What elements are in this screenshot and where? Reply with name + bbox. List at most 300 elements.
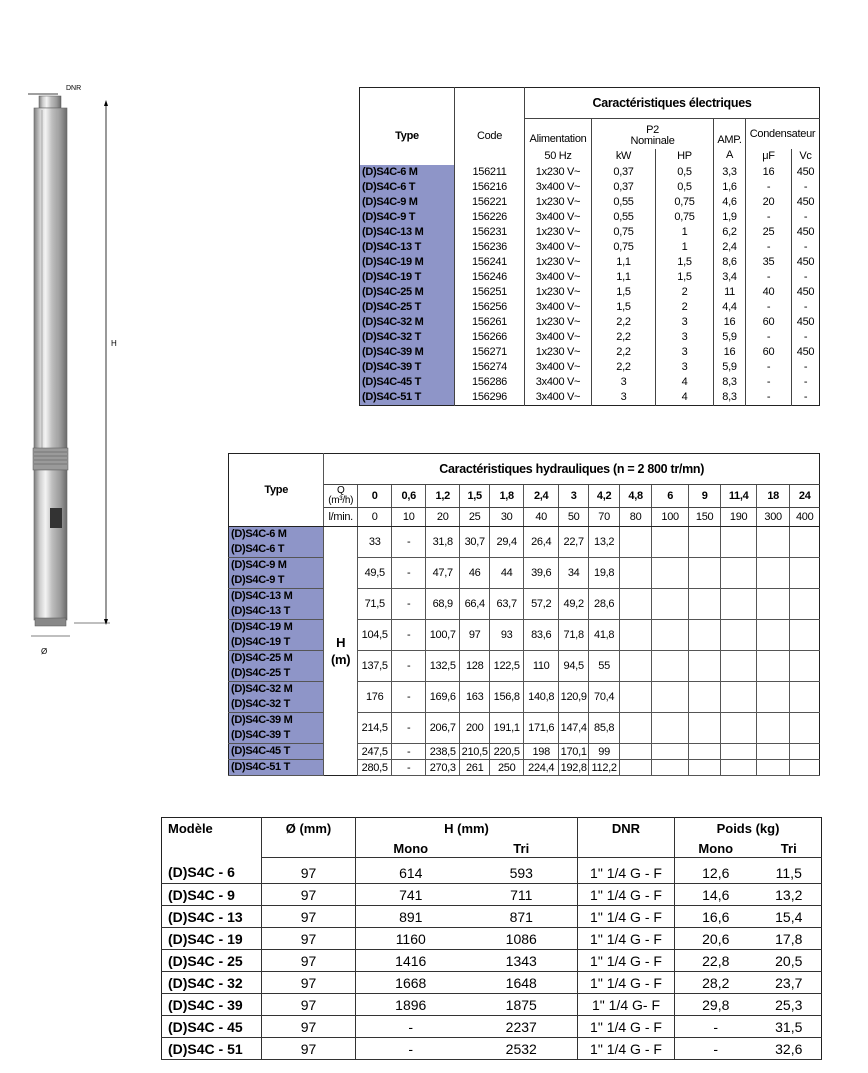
model-row <box>162 972 822 994</box>
hydro-value: 112,2 <box>589 760 619 776</box>
elec-kw: 2,2 <box>592 315 656 330</box>
elec-row <box>360 210 820 225</box>
hydro-value: 49,5 <box>357 558 392 589</box>
model-poids-tri: 13,2 <box>757 884 822 906</box>
model-diam: 97 <box>262 994 356 1016</box>
elec-row <box>360 300 820 315</box>
model-poids-tri: 15,4 <box>757 906 822 928</box>
hydro-value: 85,8 <box>589 713 619 744</box>
model-h-mono: 1416 <box>356 950 466 972</box>
hydro-value: 104,5 <box>357 620 392 651</box>
elec-vc-header: Vc <box>799 149 812 162</box>
elec-uf: 16 <box>746 165 792 180</box>
elec-vc: 450 <box>796 286 815 298</box>
model-row <box>162 994 822 1016</box>
elec-row <box>360 240 820 255</box>
elec-uf: - <box>746 330 792 345</box>
elec-alim: 3x400 V~ <box>525 330 592 345</box>
hydro-row <box>229 682 820 698</box>
elec-type: (D)S4C-39 T <box>360 360 455 375</box>
elec-type: (D)S4C-6 T <box>360 180 455 195</box>
hydro-value: 26,4 <box>524 527 559 558</box>
hydro-value <box>756 527 790 558</box>
elec-kw: 0,75 <box>592 240 656 255</box>
elec-hp: 2 <box>656 285 714 300</box>
hydro-q-value: 4,2 <box>589 485 619 508</box>
elec-p2-header: P2 Nominale <box>592 119 714 149</box>
model-poids-mono: - <box>675 1038 757 1060</box>
elec-hp: 3 <box>656 315 714 330</box>
elec-hp: 4 <box>656 375 714 390</box>
model-name: (D)S4C - 25 <box>162 950 262 972</box>
elec-hp: 0,5 <box>656 165 714 180</box>
hydro-value <box>721 558 757 589</box>
model-row <box>162 928 822 950</box>
hydro-value <box>688 682 720 713</box>
model-h-tri: 871 <box>466 906 578 928</box>
hydro-l-value: 150 <box>688 508 720 527</box>
elec-amp: 6,2 <box>714 225 746 240</box>
hydro-value: 66,4 <box>460 589 489 620</box>
hydro-q-label: Q (m³/h) <box>324 485 358 508</box>
hydro-value <box>652 760 689 776</box>
elec-hp: 4 <box>656 390 714 406</box>
hydro-value: 250 <box>489 760 524 776</box>
elec-alim: 3x400 V~ <box>525 180 592 195</box>
model-header-poids: Poids (kg) <box>716 821 780 836</box>
elec-amp: 3,4 <box>714 270 746 285</box>
model-h-mono: 891 <box>356 906 466 928</box>
hydro-l-label: l/min. <box>324 508 358 527</box>
hydro-row <box>229 558 820 574</box>
elec-row <box>360 390 820 406</box>
elec-type: (D)S4C-32 T <box>360 330 455 345</box>
hydro-q-value: 1,2 <box>425 485 460 508</box>
elec-kw: 2,2 <box>592 330 656 345</box>
hydro-value: 122,5 <box>489 651 524 682</box>
elec-kw: 3 <box>592 390 656 406</box>
model-poids-mono: 14,6 <box>675 884 757 906</box>
elec-alim: 1x230 V~ <box>525 225 592 240</box>
model-dnr: 1" 1/4 G - F <box>578 906 675 928</box>
hydro-value <box>790 682 820 713</box>
hydro-row <box>229 589 820 605</box>
elec-cond-header: Condensateur <box>749 128 816 140</box>
hydro-value <box>721 713 757 744</box>
elec-amp: 1,6 <box>714 180 746 195</box>
hydro-value: 270,3 <box>425 760 460 776</box>
elec-row <box>360 285 820 300</box>
model-h-mono: - <box>356 1038 466 1060</box>
elec-code: 156246 <box>455 270 525 285</box>
model-h-tri: 711 <box>466 884 578 906</box>
model-h-tri: 1343 <box>466 950 578 972</box>
hydro-type: (D)S4C-9 M <box>229 558 324 574</box>
hydro-value <box>619 527 651 558</box>
model-h-mono: 1160 <box>356 928 466 950</box>
hydro-q-value: 2,4 <box>524 485 559 508</box>
hydro-type: (D)S4C-13 T <box>229 604 324 620</box>
hydro-value: - <box>392 760 426 776</box>
hydro-value <box>721 760 757 776</box>
hydro-l-value: 400 <box>790 508 820 527</box>
elec-uf: - <box>746 375 792 390</box>
hydro-value <box>756 682 790 713</box>
model-h-mono: - <box>356 1016 466 1038</box>
elec-vc: 450 <box>796 316 815 328</box>
elec-amp: 5,9 <box>714 360 746 375</box>
elec-uf: - <box>746 240 792 255</box>
elec-vc: 450 <box>796 196 815 208</box>
h-arrow-bottom-icon <box>104 619 108 625</box>
elec-amp: 3,3 <box>714 165 746 180</box>
elec-kw-header: kW <box>592 149 656 165</box>
elec-code-header: Code <box>455 88 525 166</box>
elec-uf: 35 <box>746 255 792 270</box>
model-diam: 97 <box>262 1016 356 1038</box>
hydro-value <box>652 713 689 744</box>
elec-type: (D)S4C-25 M <box>360 285 455 300</box>
elec-alim: 1x230 V~ <box>525 165 592 180</box>
model-h-tri: 593 <box>466 858 578 884</box>
hydro-q-value: 9 <box>688 485 720 508</box>
hydro-value: 97 <box>460 620 489 651</box>
model-h-tri: 1648 <box>466 972 578 994</box>
hydro-value: 100,7 <box>425 620 460 651</box>
elec-type: (D)S4C-19 T <box>360 270 455 285</box>
elec-kw: 1,5 <box>592 285 656 300</box>
hydro-value: - <box>392 744 426 760</box>
model-row <box>162 858 822 884</box>
elec-amp: 8,3 <box>714 390 746 406</box>
hydro-q-value: 0,6 <box>392 485 426 508</box>
model-row <box>162 950 822 972</box>
hydro-type: (D)S4C-45 T <box>229 744 324 760</box>
model-dnr: 1" 1/4 G - F <box>578 972 675 994</box>
hydro-l-value: 0 <box>357 508 392 527</box>
model-dnr: 1" 1/4 G - F <box>578 884 675 906</box>
elec-row <box>360 330 820 345</box>
h-label: H <box>111 339 117 348</box>
model-header-dnr: DNR <box>578 818 675 858</box>
elec-row <box>360 270 820 285</box>
hydro-l-value: 30 <box>489 508 524 527</box>
elec-type: (D)S4C-32 M <box>360 315 455 330</box>
hydro-value <box>721 527 757 558</box>
hydro-value: 57,2 <box>524 589 559 620</box>
model-diam: 97 <box>262 972 356 994</box>
hydro-type: (D)S4C-6 T <box>229 542 324 558</box>
hydro-value: 28,6 <box>589 589 619 620</box>
hydro-type: (D)S4C-39 T <box>229 728 324 744</box>
model-name: (D)S4C - 39 <box>162 994 262 1016</box>
elec-code: 156251 <box>455 285 525 300</box>
hydro-l-value: 80 <box>619 508 651 527</box>
hydro-value <box>721 589 757 620</box>
elec-uf: 60 <box>746 315 792 330</box>
elec-alim: 3x400 V~ <box>525 300 592 315</box>
hydro-q-value: 11,4 <box>721 485 757 508</box>
elec-amp-header: AMP. A <box>714 119 746 166</box>
elec-type: (D)S4C-45 T <box>360 375 455 390</box>
hydro-value <box>790 651 820 682</box>
hydro-value <box>652 558 689 589</box>
hydro-value <box>756 760 790 776</box>
model-name: (D)S4C - 19 <box>162 928 262 950</box>
hydro-value: 47,7 <box>425 558 460 589</box>
elec-amp: 4,4 <box>714 300 746 315</box>
model-poids-mono: - <box>675 1016 757 1038</box>
elec-kw: 1,1 <box>592 255 656 270</box>
elec-vc: - <box>803 361 808 373</box>
model-dnr: 1" 1/4 G- F <box>578 994 675 1016</box>
hydro-value <box>756 589 790 620</box>
hydro-value: 120,9 <box>558 682 588 713</box>
model-header-diam: Ø (mm) <box>262 818 356 858</box>
hydro-type: (D)S4C-25 T <box>229 666 324 682</box>
pump-motor <box>34 470 67 620</box>
hydro-value: 30,7 <box>460 527 489 558</box>
model-h-mono: 1668 <box>356 972 466 994</box>
model-name: (D)S4C - 9 <box>162 884 262 906</box>
elec-row <box>360 345 820 360</box>
elec-code: 156261 <box>455 315 525 330</box>
hydro-value: 206,7 <box>425 713 460 744</box>
hydro-value <box>619 713 651 744</box>
hydro-value <box>688 760 720 776</box>
pump-intake <box>33 448 68 470</box>
elec-alim-header: Alimentation 50 Hz <box>525 119 592 166</box>
hydro-value: 192,8 <box>558 760 588 776</box>
hydro-value: 200 <box>460 713 489 744</box>
hydro-value: 137,5 <box>357 651 392 682</box>
elec-hp: 2 <box>656 300 714 315</box>
model-h-mono: 1896 <box>356 994 466 1016</box>
model-h-tri: 2237 <box>466 1016 578 1038</box>
elec-title: Caractéristiques électriques <box>525 88 820 119</box>
hydro-value: 22,7 <box>558 527 588 558</box>
model-poids-tri: 25,3 <box>757 994 822 1016</box>
hydro-l-value: 25 <box>460 508 489 527</box>
elec-hp: 1,5 <box>656 270 714 285</box>
hydro-title: Caractéristiques hydrauliques (n = 2 800 tr/mn) <box>324 454 820 485</box>
dnr-label: DNR <box>66 85 82 92</box>
elec-hp: 0,75 <box>656 210 714 225</box>
hydro-value <box>652 527 689 558</box>
model-header-h: H (mm) <box>356 818 578 840</box>
hydro-value: 13,2 <box>589 527 619 558</box>
model-header-poids-mono: Mono <box>675 839 757 858</box>
elec-alim: 3x400 V~ <box>525 210 592 225</box>
hydro-value <box>756 713 790 744</box>
hydro-value: 55 <box>589 651 619 682</box>
hydro-value: 247,5 <box>357 744 392 760</box>
hydro-type: (D)S4C-9 T <box>229 573 324 589</box>
hydro-l-value: 40 <box>524 508 559 527</box>
model-dnr: 1" 1/4 G - F <box>578 1038 675 1060</box>
hydro-row <box>229 760 820 776</box>
hydro-value <box>790 558 820 589</box>
hydro-type: (D)S4C-6 M <box>229 527 324 543</box>
hydro-value <box>721 620 757 651</box>
elec-vc: 450 <box>796 226 815 238</box>
elec-vc: - <box>803 181 808 193</box>
elec-vc: - <box>803 301 808 313</box>
model-name: (D)S4C - 51 <box>162 1038 262 1060</box>
hydro-value: 44 <box>489 558 524 589</box>
elec-code: 156266 <box>455 330 525 345</box>
elec-vc: - <box>803 391 808 403</box>
model-diam: 97 <box>262 884 356 906</box>
hydro-value: 163 <box>460 682 489 713</box>
model-poids-mono: 29,8 <box>675 994 757 1016</box>
hydro-value <box>688 558 720 589</box>
elec-hp: 0,5 <box>656 180 714 195</box>
elec-alim: 3x400 V~ <box>525 270 592 285</box>
model-poids-tri: 31,5 <box>757 1016 822 1038</box>
elec-alim: 3x400 V~ <box>525 360 592 375</box>
model-name: (D)S4C - 45 <box>162 1016 262 1038</box>
hydro-value: 41,8 <box>589 620 619 651</box>
elec-type: (D)S4C-39 M <box>360 345 455 360</box>
model-poids-tri: 20,5 <box>757 950 822 972</box>
hydro-q-value: 0 <box>357 485 392 508</box>
model-dnr: 1" 1/4 G - F <box>578 928 675 950</box>
hydro-value <box>619 760 651 776</box>
hydro-value: 110 <box>524 651 559 682</box>
hydro-l-value: 10 <box>392 508 426 527</box>
model-row <box>162 884 822 906</box>
hydro-row <box>229 744 820 760</box>
hydro-value: 46 <box>460 558 489 589</box>
hydro-q-value: 4,8 <box>619 485 651 508</box>
hydro-l-value: 50 <box>558 508 588 527</box>
elec-vc: 450 <box>796 256 815 268</box>
hydro-value: - <box>392 620 426 651</box>
hydro-value <box>652 651 689 682</box>
hydro-value <box>688 651 720 682</box>
hydro-value <box>619 651 651 682</box>
elec-vc: - <box>803 211 808 223</box>
elec-type: (D)S4C-6 M <box>360 165 455 180</box>
model-h-tri: 1086 <box>466 928 578 950</box>
model-diam: 97 <box>262 858 356 884</box>
hydro-type: (D)S4C-32 M <box>229 682 324 698</box>
hydro-value <box>790 760 820 776</box>
hydro-value: 70,4 <box>589 682 619 713</box>
hydro-value: 94,5 <box>558 651 588 682</box>
model-row <box>162 1016 822 1038</box>
elec-vc: - <box>803 241 808 253</box>
model-poids-mono: 20,6 <box>675 928 757 950</box>
elec-type: (D)S4C-25 T <box>360 300 455 315</box>
model-poids-mono: 28,2 <box>675 972 757 994</box>
elec-row <box>360 225 820 240</box>
elec-alim: 1x230 V~ <box>525 345 592 360</box>
hydro-value <box>790 713 820 744</box>
hydro-value <box>619 589 651 620</box>
hydro-value: - <box>392 713 426 744</box>
hydro-q-value: 3 <box>558 485 588 508</box>
elec-amp: 8,6 <box>714 255 746 270</box>
elec-uf: - <box>746 270 792 285</box>
model-h-mono: 741 <box>356 884 466 906</box>
hydro-type: (D)S4C-19 T <box>229 635 324 651</box>
pump-nameplate <box>50 508 62 528</box>
hydro-value: 140,8 <box>524 682 559 713</box>
elec-type: (D)S4C-9 T <box>360 210 455 225</box>
elec-hp: 3 <box>656 360 714 375</box>
model-diam: 97 <box>262 950 356 972</box>
elec-code: 156274 <box>455 360 525 375</box>
elec-row <box>360 375 820 390</box>
hydro-type: (D)S4C-32 T <box>229 697 324 713</box>
hydro-value <box>688 620 720 651</box>
hydro-value <box>652 744 689 760</box>
hydro-type: (D)S4C-51 T <box>229 760 324 776</box>
model-h-tri: 2532 <box>466 1038 578 1060</box>
elec-uf: 40 <box>746 285 792 300</box>
model-poids-tri: 17,8 <box>757 928 822 950</box>
hydro-type: (D)S4C-13 M <box>229 589 324 605</box>
elec-alim: 1x230 V~ <box>525 255 592 270</box>
hydro-value: 93 <box>489 620 524 651</box>
hydro-value: 83,6 <box>524 620 559 651</box>
model-h-tri: 1875 <box>466 994 578 1016</box>
model-dnr: 1" 1/4 G - F <box>578 1016 675 1038</box>
elec-alim: 1x230 V~ <box>525 315 592 330</box>
hydro-value <box>688 713 720 744</box>
model-header-poids-tri: Tri <box>757 839 822 858</box>
hydro-value <box>688 744 720 760</box>
hydro-row <box>229 713 820 729</box>
elec-row <box>360 315 820 330</box>
hydro-value: 176 <box>357 682 392 713</box>
hydro-q-value: 18 <box>756 485 790 508</box>
elec-hp: 1,5 <box>656 255 714 270</box>
elec-uf: - <box>746 360 792 375</box>
hydro-value <box>688 589 720 620</box>
hydro-value <box>756 620 790 651</box>
elec-type-header: Type <box>360 88 455 166</box>
elec-uf-header: μF <box>746 149 792 165</box>
elec-kw: 0,55 <box>592 195 656 210</box>
hydro-value: 238,5 <box>425 744 460 760</box>
pump-drawing <box>14 78 124 668</box>
model-poids-tri: 23,7 <box>757 972 822 994</box>
elec-amp: 2,4 <box>714 240 746 255</box>
elec-hp: 1 <box>656 240 714 255</box>
hydro-value <box>688 527 720 558</box>
hydro-value <box>756 744 790 760</box>
elec-hp: 3 <box>656 330 714 345</box>
hydro-value <box>790 744 820 760</box>
elec-type: (D)S4C-19 M <box>360 255 455 270</box>
elec-alim: 3x400 V~ <box>525 240 592 255</box>
hydro-value: 220,5 <box>489 744 524 760</box>
hydro-value <box>652 682 689 713</box>
elec-kw: 3 <box>592 375 656 390</box>
elec-type: (D)S4C-9 M <box>360 195 455 210</box>
model-header-h-mono: Mono <box>356 839 466 858</box>
hydro-value <box>652 589 689 620</box>
elec-kw: 0,75 <box>592 225 656 240</box>
elec-kw: 2,2 <box>592 345 656 360</box>
hydro-value: 224,4 <box>524 760 559 776</box>
hydro-type: (D)S4C-39 M <box>229 713 324 729</box>
elec-code: 156226 <box>455 210 525 225</box>
hydro-q-value: 24 <box>790 485 820 508</box>
